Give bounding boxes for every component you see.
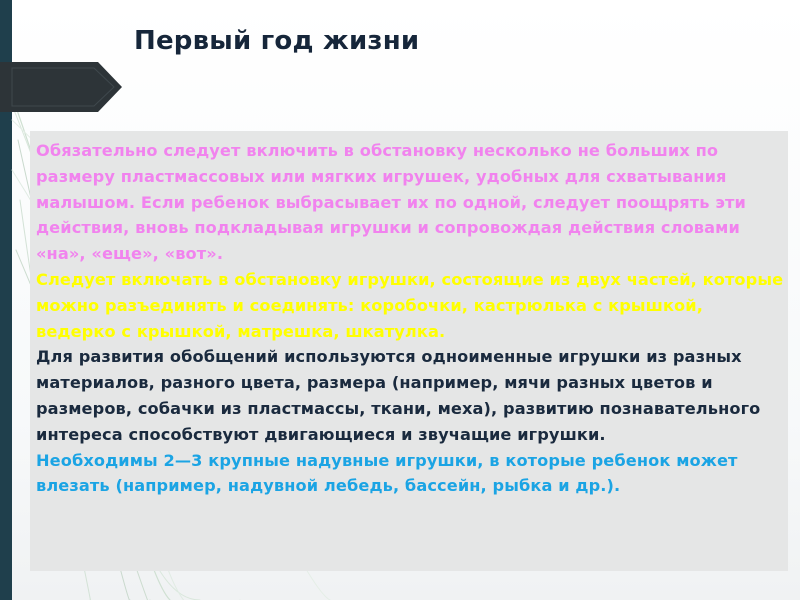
title-arrow-shape xyxy=(0,62,122,112)
paragraph-toys-two-parts: Следует включать в обстановку игрушки, состоящие из двух частей, которые можно разъединять и соединять: коробочки, кастрюлька с крышкой, ведерко с крышкой, матрешка, шкатулка. xyxy=(36,269,784,341)
paragraph-inflatable-toys: Необходимы 2—3 крупные надувные игрушки, в которые ребенок может влезать (например, надувной лебедь, бассейн, рыбка и др.). xyxy=(36,450,738,496)
paragraph-generalizations: Для развития обобщений используются одноименные игрушки из разных материалов, разного цвета, размера (например, мячи разных цветов и размеров, собачки из пластмассы, ткани, меха), развитию познавательного интереса способствуют двигающиеся и звучащие игрушки. xyxy=(36,347,761,444)
paragraph-toys-small: Обязательно следует включить в обстановку несколько не больших по размеру пластмассовых или мягких игрушек, удобных для схватывания малышом. Если ребенок выбрасывает их по одной, следует поощрять эти действия, вновь подкладывая игрушки и сопровождая действия словами «на», «еще», «вот». xyxy=(36,141,746,264)
content-text xyxy=(36,138,788,499)
page-title: Первый год жизни xyxy=(134,26,420,56)
